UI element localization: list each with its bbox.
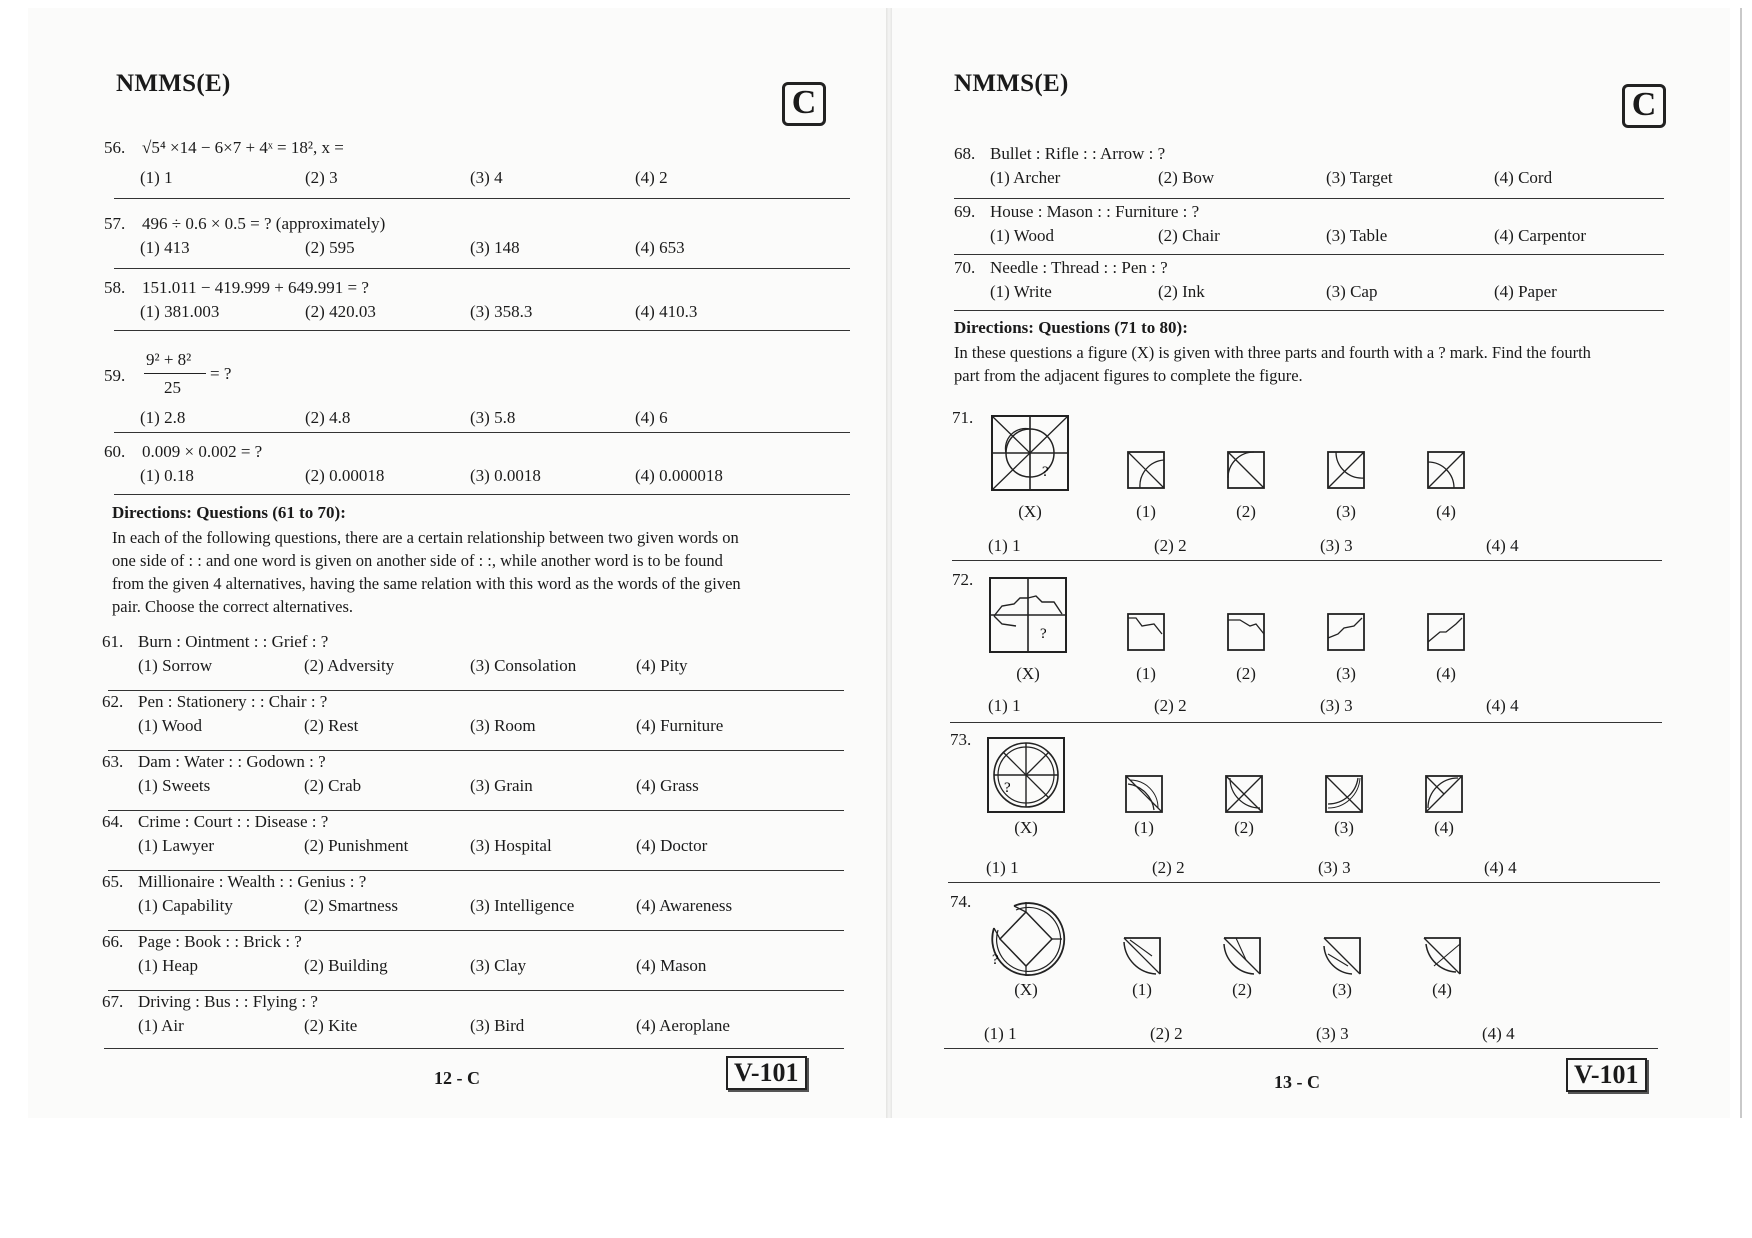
question-text: Page : Book : : Brick : ?: [138, 932, 302, 951]
option-1[interactable]: (1) Heap: [138, 956, 198, 975]
option-4[interactable]: (4) Carpentor: [1494, 226, 1587, 245]
divider: [944, 1048, 1658, 1049]
option-3[interactable]: (3) 3: [1316, 1024, 1349, 1043]
figure-73-option-1[interactable]: [1124, 774, 1164, 814]
option-3[interactable]: (3) 358.3: [470, 302, 533, 321]
option-4[interactable]: (4) Furniture: [636, 716, 724, 735]
question-number: 62.: [102, 692, 124, 711]
figure-label: (X): [1018, 502, 1042, 521]
question-number: 68.: [954, 144, 976, 163]
divider: [114, 432, 850, 433]
figure-73-x: [986, 736, 1066, 814]
directions-line: In these questions a figure (X) is given with three parts and fourth with a ? mark. Find the fourth: [954, 343, 1591, 362]
option-2[interactable]: (2) Building: [304, 956, 388, 975]
figure-label: (X): [1014, 818, 1038, 837]
option-1[interactable]: (1) 1: [988, 536, 1021, 555]
option-1[interactable]: (1) 1: [984, 1024, 1017, 1043]
option-4[interactable]: (4) Cord: [1494, 168, 1553, 187]
option-2[interactable]: (2) 2: [1154, 696, 1187, 715]
option-2[interactable]: (2) 2: [1154, 536, 1187, 555]
question-text: Millionaire : Wealth : : Genius : ?: [138, 872, 367, 891]
question-number: 63.: [102, 752, 124, 771]
directions-body: [112, 526, 741, 618]
question-number: 70.: [954, 258, 976, 277]
option-2[interactable]: (2) Rest: [304, 716, 359, 735]
option-3[interactable]: (3) 0.0018: [470, 466, 541, 485]
option-3[interactable]: (3) Grain: [470, 776, 533, 795]
option-4[interactable]: (4) 2: [635, 168, 668, 187]
left-page-number: 12 - C: [434, 1068, 480, 1088]
figure-73-option-2[interactable]: [1224, 774, 1264, 814]
option-1[interactable]: (1) Wood: [990, 226, 1054, 245]
figure-72-option-3[interactable]: [1326, 612, 1366, 652]
directions-line: pair. Choose the correct alternatives.: [112, 597, 353, 616]
question-text: 496 ÷ 0.6 × 0.5 = ? (approximately): [142, 214, 386, 233]
fraction-equals: = ?: [210, 364, 232, 383]
option-4[interactable]: (4) 6: [635, 408, 668, 427]
option-4[interactable]: (4) Paper: [1494, 282, 1557, 301]
option-4[interactable]: (4) Grass: [636, 776, 699, 795]
divider: [114, 198, 850, 199]
option-1[interactable]: (1) 381.003: [140, 302, 220, 321]
figure-label: (X): [1016, 664, 1040, 683]
figure-74-option-1[interactable]: [1122, 936, 1162, 976]
left-page: [28, 8, 886, 1118]
option-3[interactable]: (3) Target: [1326, 168, 1393, 187]
figure-74-option-2[interactable]: [1222, 936, 1262, 976]
option-4[interactable]: (4) Aeroplane: [636, 1016, 730, 1035]
question-mark: ?: [1040, 626, 1047, 642]
option-4[interactable]: (4) Doctor: [636, 836, 708, 855]
question-number: 56.: [104, 138, 126, 157]
question-text: Pen : Stationery : : Chair : ?: [138, 692, 328, 711]
option-2[interactable]: (2) 595: [305, 238, 355, 257]
option-3[interactable]: (3) Room: [470, 716, 536, 735]
left-paper-code: V-101: [726, 1056, 807, 1090]
option-2[interactable]: (2) 0.00018: [305, 466, 385, 485]
question-text: Dam : Water : : Godown : ?: [138, 752, 326, 771]
question-number: 58.: [104, 278, 126, 297]
option-1[interactable]: (1) Sorrow: [138, 656, 213, 675]
question-text: Needle : Thread : : Pen : ?: [990, 258, 1168, 277]
question-text: Bullet : Rifle : : Arrow : ?: [990, 144, 1166, 163]
figure-label: (4): [1436, 502, 1456, 521]
option-4[interactable]: (4) 410.3: [635, 302, 698, 321]
figure-label: (1): [1132, 980, 1152, 999]
left-header: NMMS(E): [116, 70, 231, 97]
figure-72-option-4[interactable]: [1426, 612, 1466, 652]
question-mark: ?: [992, 952, 999, 968]
figure-73-option-3[interactable]: [1324, 774, 1364, 814]
figure-71-x: [990, 414, 1070, 492]
option-2[interactable]: (2) 2: [1150, 1024, 1183, 1043]
option-3[interactable]: (3) Consolation: [470, 656, 577, 675]
option-2[interactable]: (2) Smartness: [304, 896, 398, 915]
directions-line: In each of the following questions, there are a certain relationship between two given words on: [112, 528, 739, 547]
option-3[interactable]: (3) 5.8: [470, 408, 516, 427]
option-4[interactable]: (4) 4: [1482, 1024, 1515, 1043]
figure-label: (1): [1136, 502, 1156, 521]
figure-label: (X): [1014, 980, 1038, 999]
divider: [108, 930, 844, 931]
question-text: House : Mason : : Furniture : ?: [990, 202, 1200, 221]
divider: [114, 268, 850, 269]
divider: [114, 494, 850, 495]
option-3[interactable]: (3) 148: [470, 238, 520, 257]
option-3[interactable]: (3) 3: [1320, 536, 1353, 555]
divider: [954, 310, 1664, 311]
question-text: Crime : Court : : Disease : ?: [138, 812, 329, 831]
directions-line: one side of : : and one word is given on another side of : :, while another word is to be found: [112, 551, 723, 570]
figure-72-x: [988, 576, 1068, 654]
question-59: [104, 350, 804, 438]
option-3[interactable]: (3) Table: [1326, 226, 1388, 245]
right-header: NMMS(E): [954, 70, 1069, 97]
question-number: 65.: [102, 872, 124, 891]
figure-74-x: [984, 898, 1068, 980]
option-3[interactable]: (3) 3: [1320, 696, 1353, 715]
question-number: 60.: [104, 442, 126, 461]
divider: [104, 1048, 844, 1049]
figure-label: (2): [1236, 502, 1256, 521]
option-4[interactable]: (4) Awareness: [636, 896, 733, 915]
question-text: 151.011 − 419.999 + 649.991 = ?: [142, 278, 369, 297]
option-4[interactable]: (4) 4: [1484, 858, 1517, 877]
question-number: 61.: [102, 632, 124, 651]
directions-title: Directions: Questions (71 to 80):: [954, 318, 1188, 337]
figure-label: (2): [1232, 980, 1252, 999]
option-1[interactable]: (1) Archer: [990, 168, 1061, 187]
question-number: 66.: [102, 932, 124, 951]
bottom-margin: [0, 1118, 1752, 1238]
figure-label: (3): [1336, 664, 1356, 683]
option-2[interactable]: (2) Bow: [1158, 168, 1215, 187]
question-number: 67.: [102, 992, 124, 1011]
option-2[interactable]: (2) Adversity: [304, 656, 395, 675]
figure-label: (3): [1336, 502, 1356, 521]
option-3[interactable]: (3) 3: [1318, 858, 1351, 877]
figure-label: (2): [1234, 818, 1254, 837]
option-4[interactable]: (4) 653: [635, 238, 685, 257]
option-2[interactable]: (2) 3: [305, 168, 338, 187]
question-number: 59.: [104, 366, 126, 385]
right-page: [892, 8, 1730, 1118]
option-3[interactable]: (3) Hospital: [470, 836, 552, 855]
fraction-denominator: 25: [164, 378, 181, 397]
figure-label: (1): [1134, 818, 1154, 837]
directions-line: part from the adjacent figures to complete the figure.: [954, 366, 1303, 385]
figure-label: (3): [1332, 980, 1352, 999]
option-1[interactable]: (1) 413: [140, 238, 190, 257]
divider: [108, 870, 844, 871]
figure-72-option-1[interactable]: [1126, 612, 1166, 652]
figure-label: (4): [1432, 980, 1452, 999]
question-number: 64.: [102, 812, 124, 831]
question-number: 57.: [104, 214, 126, 233]
question-number: 69.: [954, 202, 976, 221]
option-3[interactable]: (3) Bird: [470, 1016, 525, 1035]
option-1[interactable]: (1) Sweets: [138, 776, 211, 795]
option-2[interactable]: (2) Punishment: [304, 836, 409, 855]
divider: [108, 810, 844, 811]
figure-label: (3): [1334, 818, 1354, 837]
figure-72-option-2[interactable]: [1226, 612, 1266, 652]
figure-71-option-2[interactable]: [1226, 450, 1266, 490]
option-1[interactable]: (1) Capability: [138, 896, 233, 915]
question-number: 73.: [950, 730, 972, 749]
question-number: 74.: [950, 892, 972, 911]
option-1[interactable]: (1) Write: [990, 282, 1052, 301]
directions-title: Directions: Questions (61 to 70):: [112, 503, 346, 522]
figure-label: (2): [1236, 664, 1256, 683]
option-4[interactable]: (4) Pity: [636, 656, 688, 675]
option-4[interactable]: (4) 4: [1486, 696, 1519, 715]
figure-74-option-3[interactable]: [1322, 936, 1362, 976]
figure-label: (4): [1434, 818, 1454, 837]
figure-71-option-4[interactable]: [1426, 450, 1466, 490]
fraction-bar: [144, 373, 206, 374]
option-1[interactable]: (1) Wood: [138, 716, 202, 735]
option-1[interactable]: (1) 0.18: [140, 466, 194, 485]
option-2[interactable]: (2) Ink: [1158, 282, 1205, 301]
figure-73-option-4[interactable]: [1424, 774, 1464, 814]
question-mark: ?: [1042, 464, 1049, 480]
option-2[interactable]: (2) Kite: [304, 1016, 358, 1035]
divider: [948, 882, 1660, 883]
divider: [108, 690, 844, 691]
option-2[interactable]: (2) Chair: [1158, 226, 1220, 245]
option-4[interactable]: (4) 0.000018: [635, 466, 723, 485]
option-3[interactable]: (3) Clay: [470, 956, 527, 975]
option-2[interactable]: (2) Crab: [304, 776, 362, 795]
divider: [108, 990, 844, 991]
figure-label: (4): [1436, 664, 1456, 683]
question-text: Driving : Bus : : Flying : ?: [138, 992, 318, 1011]
divider: [954, 198, 1664, 199]
figure-label: (1): [1136, 664, 1156, 683]
option-2[interactable]: (2) 420.03: [305, 302, 376, 321]
sheet-edge: [1740, 8, 1742, 1118]
question-number: 71.: [952, 408, 974, 427]
question-mark: ?: [1004, 780, 1011, 796]
option-3[interactable]: (3) Cap: [1326, 282, 1378, 301]
question-text: 0.009 × 0.002 = ?: [142, 442, 263, 461]
right-page-number: 13 - C: [1274, 1072, 1320, 1092]
option-1[interactable]: (1) Air: [138, 1016, 184, 1035]
option-1[interactable]: (1) 1: [140, 168, 173, 187]
fraction-numerator: 9² + 8²: [146, 350, 192, 369]
left-set-badge: C: [782, 82, 826, 126]
option-2[interactable]: (2) 2: [1152, 858, 1185, 877]
option-1[interactable]: (1) 1: [986, 858, 1019, 877]
figure-71-option-3[interactable]: [1326, 450, 1366, 490]
figure-71-option-1[interactable]: [1126, 450, 1166, 490]
right-paper-code: V-101: [1566, 1058, 1647, 1092]
divider: [950, 722, 1662, 723]
question-number: 72.: [952, 570, 974, 589]
option-1[interactable]: (1) Lawyer: [138, 836, 214, 855]
divider: [952, 560, 1662, 561]
divider: [954, 254, 1664, 255]
option-4[interactable]: (4) 4: [1486, 536, 1519, 555]
option-1[interactable]: (1) 2.8: [140, 408, 186, 427]
option-3[interactable]: (3) 4: [470, 168, 503, 187]
option-1[interactable]: (1) 1: [988, 696, 1021, 715]
option-3[interactable]: (3) Intelligence: [470, 896, 575, 915]
divider: [114, 330, 850, 331]
right-set-badge: C: [1622, 84, 1666, 128]
divider: [108, 750, 844, 751]
question-text: Burn : Ointment : : Grief : ?: [138, 632, 329, 651]
question-text: √5⁴ ×14 − 6×7 + 4ˣ = 18², x =: [142, 138, 344, 157]
figure-74-option-4[interactable]: [1422, 936, 1462, 976]
directions-body: [954, 341, 1591, 387]
option-4[interactable]: (4) Mason: [636, 956, 707, 975]
option-2[interactable]: (2) 4.8: [305, 408, 351, 427]
directions-line: from the given 4 alternatives, having the same relation with this word as the words of the given: [112, 574, 741, 593]
